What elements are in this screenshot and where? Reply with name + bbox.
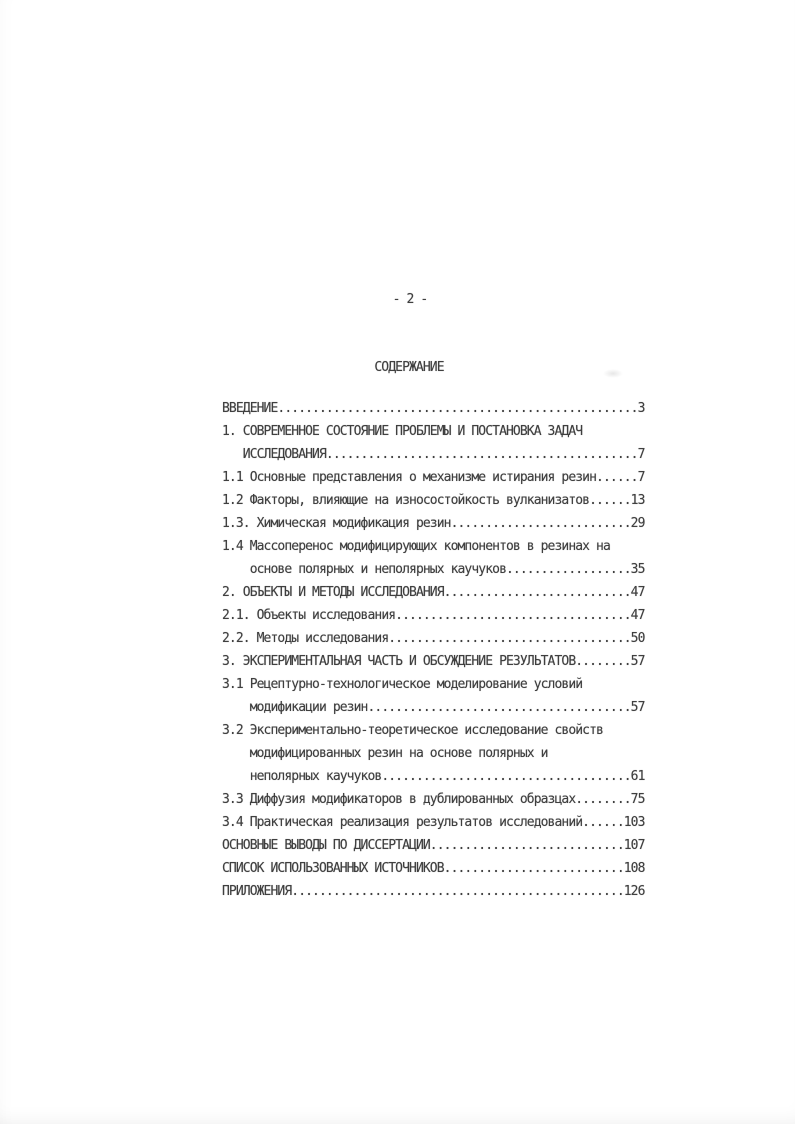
toc-entry: ОСНОВНЫЕ ВЫВОДЫ ПО ДИССЕРТАЦИИ............................107 <box>222 838 645 853</box>
toc-entry: 3.4 Практическая реализация результатов исследований......103 <box>222 815 645 830</box>
toc-entry: ИССЛЕДОВАНИЯ.............................................7 <box>222 447 645 462</box>
toc-entry: 1.3. Химическая модификация резин..........................29 <box>222 516 645 531</box>
toc-entry: 2.1. Объекты исследования..................................47 <box>222 608 645 623</box>
table-of-contents <box>222 397 645 903</box>
toc-entry: неполярных каучуков....................................61 <box>222 769 645 784</box>
toc-entry: 1. СОВРЕМЕННОЕ СОСТОЯНИЕ ПРОБЛЕМЫ И ПОСТАНОВКА ЗАДАЧ <box>222 424 583 439</box>
toc-entry: 3.1 Рецептурно-технологическое моделирование условий <box>222 677 583 692</box>
toc-entry: 1.2 Факторы, влияющие на износостойкость вулканизатов......13 <box>222 493 645 508</box>
toc-entry: модификации резин......................................57 <box>222 700 645 715</box>
toc-entry: 1.4 Массоперенос модифицирующих компонентов в резинах на <box>222 539 610 554</box>
toc-entry: модифицированных резин на основе полярных и <box>222 746 548 761</box>
toc-entry: ПРИЛОЖЕНИЯ................................................126 <box>222 884 645 899</box>
page-number: - 2 - <box>392 292 428 307</box>
toc-entry: 3. ЭКСПЕРИМЕНТАЛЬНАЯ ЧАСТЬ И ОБСУЖДЕНИЕ РЕЗУЛЬТАТОВ........57 <box>222 654 645 669</box>
toc-entry: основе полярных и неполярных каучуков..................35 <box>222 562 645 577</box>
toc-entry: СПИСОК ИСПОЛЬЗОВАННЫХ ИСТОЧНИКОВ..........................108 <box>222 861 645 876</box>
toc-entry: 2.2. Методы исследования...................................50 <box>222 631 645 646</box>
toc-entry: 1.1 Основные представления о механизме истирания резин......7 <box>222 470 645 485</box>
toc-entry: ВВЕДЕНИЕ....................................................3 <box>222 401 645 416</box>
toc-entry: 2. ОБЪЕКТЫ И МЕТОДЫ ИССЛЕДОВАНИЯ...........................47 <box>222 585 645 600</box>
document-title: СОДЕРЖАНИЕ <box>374 360 444 375</box>
toc-entry: 3.3 Диффузия модификаторов в дублированных образцах........75 <box>222 792 645 807</box>
toc-entry: 3.2 Экспериментально-теоретическое исследование свойств <box>222 723 603 738</box>
scan-smudge <box>603 369 623 378</box>
